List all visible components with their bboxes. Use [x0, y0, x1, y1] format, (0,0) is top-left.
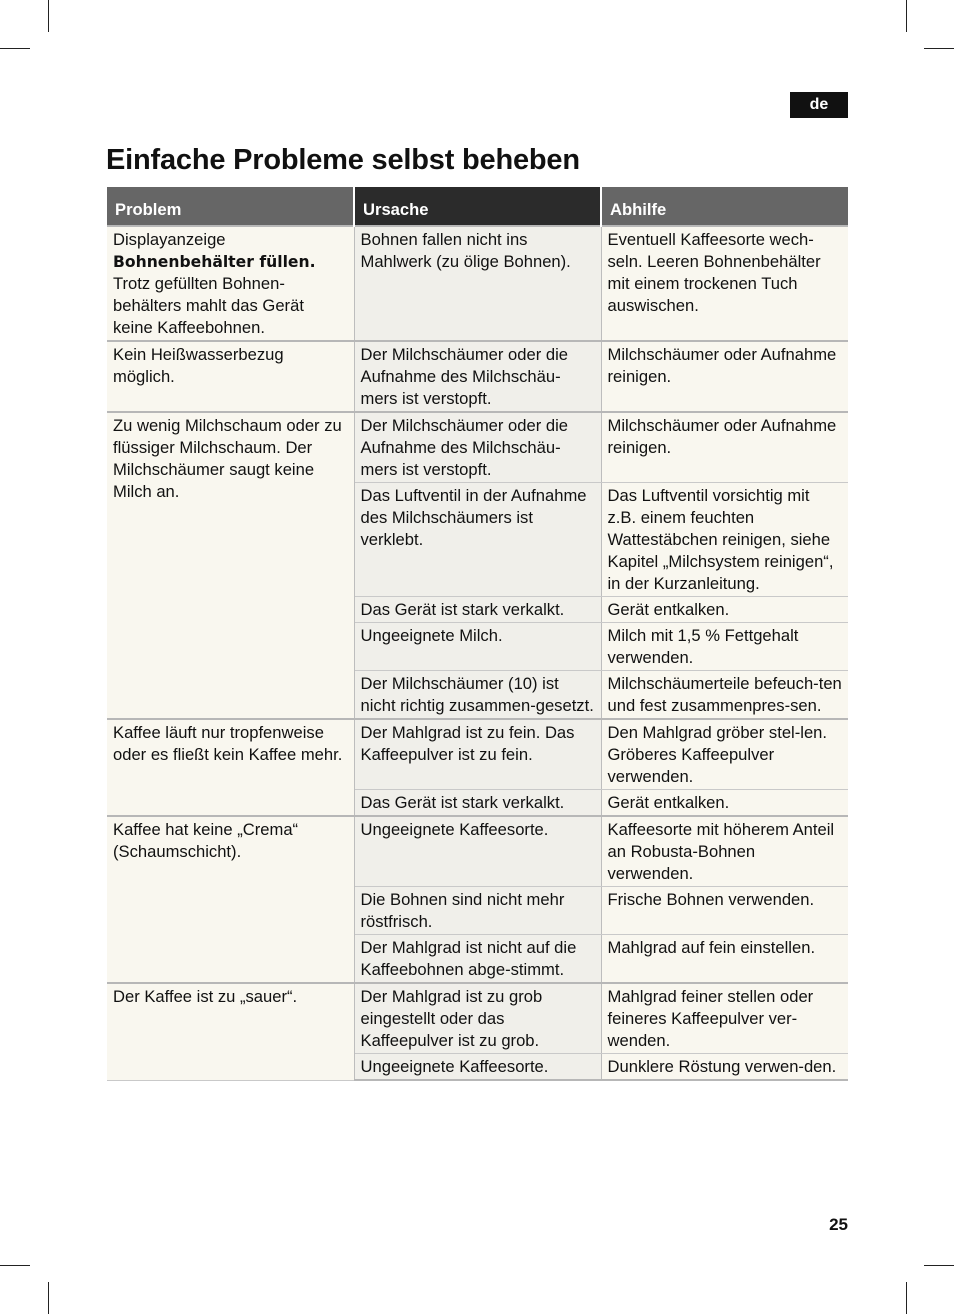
remedy-cell: Den Mahlgrad gröber stel-len. Gröberes Kaffeepulver verwenden.: [601, 719, 848, 790]
remedy-cell: Gerät entkalken.: [601, 597, 848, 623]
problem-text: Displayanzeige: [113, 230, 226, 249]
cause-cell: Ungeeignete Milch.: [354, 623, 601, 671]
cause-cell: Der Mahlgrad ist zu fein. Das Kaffeepulver ist zu fein.: [354, 719, 601, 790]
table-header-row: [107, 187, 848, 226]
remedy-cell: Milchschäumerteile befeuch-ten und fest zusammenpres-sen.: [601, 671, 848, 720]
crop-mark: [906, 1282, 907, 1314]
crop-mark: [0, 48, 30, 49]
crop-mark: [48, 1282, 49, 1314]
crop-mark: [906, 0, 907, 32]
cause-cell: Ungeeignete Kaffeesorte.: [354, 1054, 601, 1081]
cause-cell: Bohnen fallen nicht ins Mahlwerk (zu ölige Bohnen).: [354, 226, 601, 341]
cause-cell: Der Milchschäumer oder die Aufnahme des Milchschäu-mers ist verstopft.: [354, 341, 601, 412]
display-message: Bohnenbehälter füllen.: [113, 253, 316, 271]
remedy-cell: Mahlgrad auf fein einstellen.: [601, 935, 848, 984]
problem-text: Trotz gefüllten Bohnen-behälters mahlt das Gerät keine Kaffeebohnen.: [113, 274, 304, 337]
remedy-cell: Milch mit 1,5 % Fettgehalt verwenden.: [601, 623, 848, 671]
remedy-cell: Milchschäumer oder Aufnahme reinigen.: [601, 412, 848, 483]
table-row: [107, 226, 848, 341]
cause-cell: Der Mahlgrad ist nicht auf die Kaffeebohnen abge-stimmt.: [354, 935, 601, 984]
troubleshooting-table: [107, 187, 848, 1081]
cause-cell: Der Milchschäumer (10) ist nicht richtig zusammen-gesetzt.: [354, 671, 601, 720]
table-row: [107, 341, 848, 412]
column-header-remedy: Abhilfe: [601, 187, 848, 226]
crop-mark: [48, 0, 49, 32]
page-title: Einfache Probleme selbst beheben: [106, 144, 580, 176]
problem-cell: Kaffee läuft nur tropfenweise oder es fließt kein Kaffee mehr.: [107, 719, 354, 816]
column-header-cause: Ursache: [354, 187, 601, 226]
remedy-cell: Kaffeesorte mit höherem Anteil an Robusta-Bohnen verwenden.: [601, 816, 848, 887]
remedy-cell: Dunklere Röstung verwen-den.: [601, 1054, 848, 1081]
cause-cell: Der Milchschäumer oder die Aufnahme des Milchschäu-mers ist verstopft.: [354, 412, 601, 483]
remedy-cell: Mahlgrad feiner stellen oder feineres Kaffeepulver ver-wenden.: [601, 983, 848, 1054]
table-row: [107, 719, 848, 790]
problem-cell: Kein Heißwasserbezug möglich.: [107, 341, 354, 412]
cause-cell: Das Luftventil in der Aufnahme des Milchschäumers ist verklebt.: [354, 483, 601, 597]
crop-mark: [924, 1265, 954, 1266]
cause-cell: Das Gerät ist stark verkalkt.: [354, 597, 601, 623]
cause-cell: Die Bohnen sind nicht mehr röstfrisch.: [354, 887, 601, 935]
table-row: [107, 816, 848, 887]
language-badge: de: [790, 92, 848, 118]
remedy-cell: Milchschäumer oder Aufnahme reinigen.: [601, 341, 848, 412]
problem-cell: Der Kaffee ist zu „sauer“.: [107, 983, 354, 1080]
problem-cell: Kaffee hat keine „Crema“ (Schaumschicht).: [107, 816, 354, 983]
page-number: 25: [829, 1215, 848, 1234]
cause-cell: Der Mahlgrad ist zu grob eingestellt oder das Kaffeepulver ist zu grob.: [354, 983, 601, 1054]
table-row: [107, 412, 848, 483]
remedy-cell: Gerät entkalken.: [601, 790, 848, 817]
cause-cell: Das Gerät ist stark verkalkt.: [354, 790, 601, 817]
remedy-cell: Frische Bohnen verwenden.: [601, 887, 848, 935]
remedy-cell: Eventuell Kaffeesorte wech-seln. Leeren Bohnenbehälter mit einem trockenen Tuch auswischen.: [601, 226, 848, 341]
crop-mark: [924, 48, 954, 49]
problem-cell: [107, 226, 354, 341]
cause-cell: Ungeeignete Kaffeesorte.: [354, 816, 601, 887]
column-header-problem: Problem: [107, 187, 354, 226]
problem-cell: Zu wenig Milchschaum oder zu flüssiger Milchschaum. Der Milchschäumer saugt keine Milch an.: [107, 412, 354, 719]
crop-mark: [0, 1265, 30, 1266]
remedy-cell: Das Luftventil vorsichtig mit z.B. einem feuchten Wattestäbchen reinigen, siehe Kapitel „Milchsystem reinigen“, in der Kurzanleitung.: [601, 483, 848, 597]
table-row: [107, 983, 848, 1054]
